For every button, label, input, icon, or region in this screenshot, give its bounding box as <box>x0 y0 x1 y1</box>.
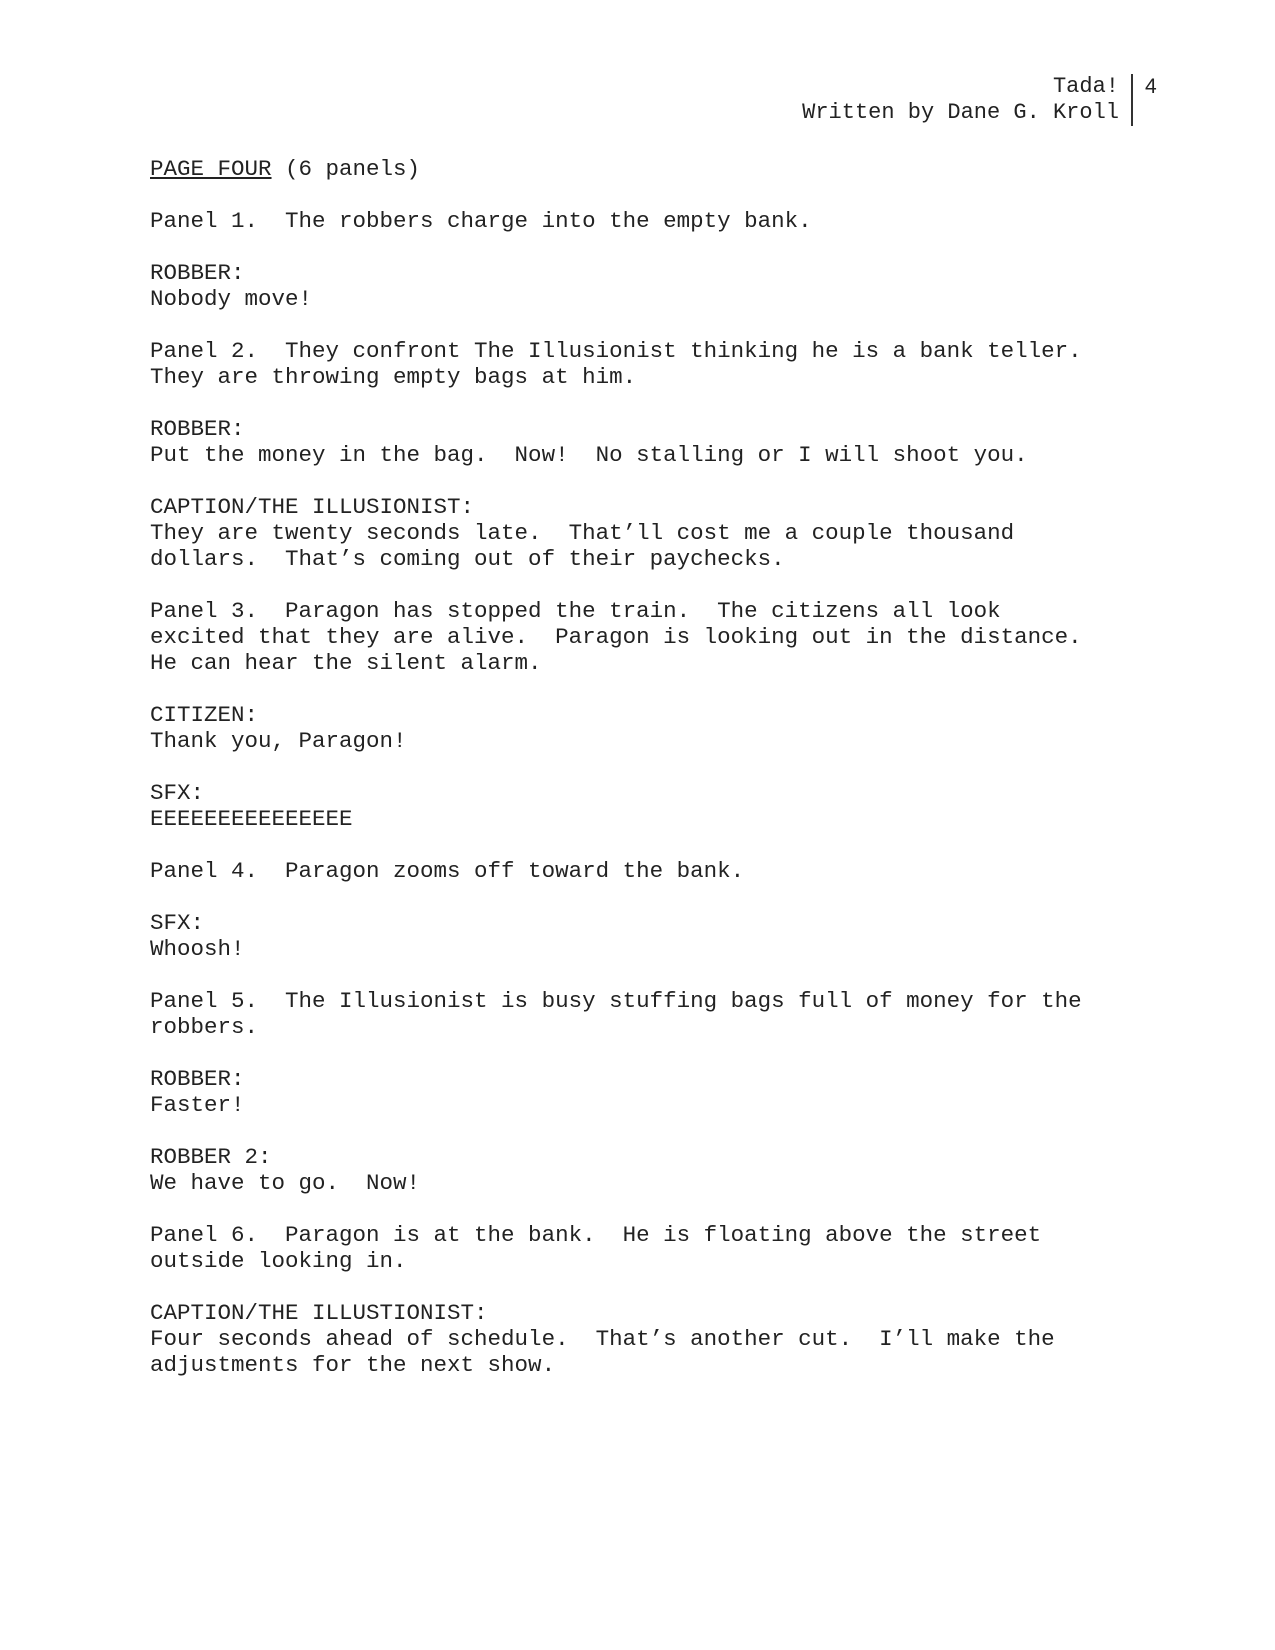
script-line: robbers. <box>150 1014 259 1040</box>
script-blocks <box>150 208 1150 1378</box>
spacer <box>150 1274 1150 1300</box>
panel-count: (6 panels) <box>271 156 421 182</box>
spacer <box>150 1040 1150 1066</box>
script-block <box>150 1222 1150 1274</box>
script-line: CAPTION/THE ILLUSIONIST: <box>150 494 475 520</box>
script-block <box>150 988 1150 1040</box>
script-line: Panel 2. They confront The Illusionist thinking he is a bank teller. <box>150 338 1082 364</box>
script-block <box>150 702 1150 754</box>
header-title: Tada! <box>1052 74 1119 99</box>
script-line: CAPTION/THE ILLUSTIONIST: <box>150 1300 488 1326</box>
script-line: Whoosh! <box>150 936 245 962</box>
script-line: Put the money in the bag. Now! No stalling or I will shoot you. <box>150 442 1028 468</box>
script-line: dollars. That’s coming out of their paychecks. <box>150 546 785 572</box>
running-header <box>802 74 1133 126</box>
script-line: ROBBER: <box>150 260 245 286</box>
script-line: Faster! <box>150 1092 245 1118</box>
page-heading <box>150 156 1150 182</box>
script-line: ROBBER: <box>150 1066 245 1092</box>
script-block <box>150 208 1150 234</box>
script-line: They are throwing empty bags at him. <box>150 364 637 390</box>
script-block <box>150 1300 1150 1378</box>
script-line: Panel 3. Paragon has stopped the train. The citizens all look <box>150 598 1001 624</box>
script-block <box>150 910 1150 962</box>
page-heading-label: PAGE FOUR <box>150 156 272 182</box>
script-line: Panel 1. The robbers charge into the empty bank. <box>150 208 812 234</box>
spacer <box>150 1196 1150 1222</box>
spacer <box>150 390 1150 416</box>
script-block <box>150 598 1150 676</box>
script-line: Panel 6. Paragon is at the bank. He is floating above the street <box>150 1222 1042 1248</box>
script-line: ROBBER 2: <box>150 1144 272 1170</box>
script-line: Panel 5. The Illusionist is busy stuffing bags full of money for the <box>150 988 1082 1014</box>
script-block <box>150 858 1150 884</box>
script-block <box>150 416 1150 468</box>
script-line: Panel 4. Paragon zooms off toward the bank. <box>150 858 745 884</box>
spacer <box>150 676 1150 702</box>
script-line: Thank you, Paragon! <box>150 728 407 754</box>
spacer <box>150 1118 1150 1144</box>
script-line: Four seconds ahead of schedule. That’s another cut. I’ll make the <box>150 1326 1055 1352</box>
spacer <box>150 312 1150 338</box>
spacer <box>150 572 1150 598</box>
script-line: outside looking in. <box>150 1248 407 1274</box>
script-line: excited that they are alive. Paragon is looking out in the distance. <box>150 624 1082 650</box>
script-line: adjustments for the next show. <box>150 1352 556 1378</box>
spacer <box>150 884 1150 910</box>
script-block <box>150 494 1150 572</box>
header-byline: Written by Dane G. Kroll <box>802 100 1119 125</box>
script-line: He can hear the silent alarm. <box>150 650 542 676</box>
spacer <box>150 468 1150 494</box>
page-number: 4 <box>1145 75 1157 98</box>
script-line: Nobody move! <box>150 286 313 312</box>
spacer <box>150 754 1150 780</box>
script-line: EEEEEEEEEEEEEEE <box>150 806 353 832</box>
script-block <box>150 338 1150 390</box>
spacer <box>150 832 1150 858</box>
script-line: SFX: <box>150 780 205 806</box>
script-line: SFX: <box>150 910 205 936</box>
script-block <box>150 260 1150 312</box>
spacer <box>150 182 1150 208</box>
script-line: They are twenty seconds late. That’ll cost me a couple thousand <box>150 520 1015 546</box>
script-body <box>150 156 1150 1378</box>
script-block <box>150 1144 1150 1196</box>
spacer <box>150 962 1150 988</box>
spacer <box>150 234 1150 260</box>
script-block <box>150 780 1150 832</box>
script-line: ROBBER: <box>150 416 245 442</box>
script-block <box>150 1066 1150 1118</box>
script-line: CITIZEN: <box>150 702 259 728</box>
script-line: We have to go. Now! <box>150 1170 421 1196</box>
